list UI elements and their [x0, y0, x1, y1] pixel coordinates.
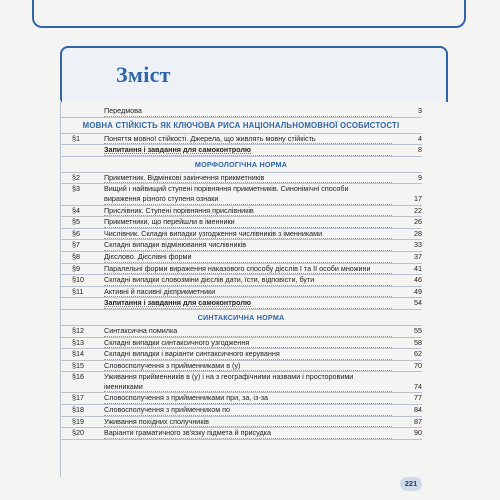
toc-text: Словосполучення з прийменниками при, за, із-за — [104, 393, 268, 403]
toc-page-number: 49 — [414, 286, 422, 296]
toc-row[interactable] — [60, 326, 422, 338]
top-frame — [32, 0, 466, 28]
toc-section-heading: МОРФОЛОГІЧНА НОРМА — [60, 157, 422, 173]
toc-text: Активні й пасивні дієприкметники — [104, 286, 216, 296]
toc-page-number: 28 — [414, 228, 422, 238]
toc-page-number: 8 — [418, 145, 422, 155]
toc-page-number: 74 — [414, 381, 422, 391]
toc-page-number: 70 — [414, 360, 422, 370]
table-of-contents — [60, 102, 422, 440]
toc-row[interactable] — [60, 240, 422, 252]
toc-text: Прикметники, що перейшли в іменники — [104, 217, 235, 227]
toc-text: Запитання і завдання для самоконтролю — [104, 298, 252, 308]
toc-row[interactable] — [60, 287, 422, 299]
toc-text: Уживання прийменників в (у) і на з географічними назвами і просторовими — [104, 372, 354, 382]
toc-row[interactable] — [60, 275, 422, 287]
toc-page-number: 26 — [414, 217, 422, 227]
toc-row[interactable] — [60, 405, 422, 417]
toc-row[interactable] — [60, 428, 422, 440]
toc-row[interactable] — [60, 134, 422, 146]
toc-section-heading: МОВНА СТІЙКІСТЬ ЯК КЛЮЧОВА РИСА НАЦІОНАЛЬНОМОВНОЇ ОСОБИСТОСТІ — [60, 118, 422, 134]
toc-text: Запитання і завдання для самоконтролю — [104, 145, 252, 155]
toc-page-number: 77 — [414, 393, 422, 403]
toc-text: Складні випадки відмінювання числівників — [104, 240, 247, 250]
toc-row-preface[interactable] — [60, 102, 422, 118]
toc-text: Уживання похідних сполучників — [104, 416, 209, 426]
toc-row[interactable] — [60, 393, 422, 405]
toc-row[interactable] — [60, 194, 422, 206]
toc-row[interactable] — [60, 252, 422, 264]
toc-page-number: 46 — [414, 275, 422, 285]
toc-page-number: 22 — [414, 205, 422, 215]
toc-text: Передмова — [104, 106, 142, 115]
toc-row[interactable] — [60, 217, 422, 229]
toc-row[interactable] — [60, 184, 422, 194]
toc-paragraph-number: §1 — [72, 133, 80, 143]
toc-paragraph-number: §11 — [72, 286, 84, 296]
toc-text: Складні випадки і варіанти синтаксичного керування — [104, 349, 280, 359]
toc-paragraph-number: §6 — [72, 228, 80, 238]
toc-row[interactable] — [60, 361, 422, 373]
toc-paragraph-number: §7 — [72, 240, 80, 250]
toc-page-number: 87 — [414, 416, 422, 426]
toc-row[interactable] — [60, 338, 422, 350]
page-number-badge: 221 — [400, 477, 422, 491]
toc-paragraph-number: §8 — [72, 251, 80, 261]
toc-page-number: 17 — [414, 193, 422, 203]
toc-page-number: 90 — [414, 428, 422, 438]
toc-paragraph-number: §19 — [72, 416, 84, 426]
toc-row[interactable] — [60, 264, 422, 276]
toc-page-number: 37 — [414, 251, 422, 261]
toc-row-self-check[interactable] — [60, 145, 422, 157]
toc-page-number: 58 — [414, 337, 422, 347]
toc-row[interactable] — [60, 417, 422, 429]
toc-paragraph-number: §17 — [72, 393, 84, 403]
toc-row[interactable] — [60, 229, 422, 241]
toc-page-number: 33 — [414, 240, 422, 250]
page-title: Зміст — [116, 62, 171, 87]
toc-paragraph-number: §20 — [72, 428, 84, 438]
toc-text: Варіанти граматичного зв'язку підмета й присудка — [104, 428, 271, 438]
toc-paragraph-number: §14 — [72, 349, 84, 359]
toc-text: Паралельні форми вираження наказового способу дієслів І та ІІ особи множини — [104, 263, 371, 273]
toc-paragraph-number: §10 — [72, 275, 84, 285]
toc-page-number: 84 — [414, 405, 422, 415]
toc-text: Поняття мовної стійкості. Джерела, що живлять мовну стійкість — [104, 133, 316, 143]
toc-paragraph-number: §2 — [72, 172, 80, 182]
toc-row[interactable] — [60, 206, 422, 218]
toc-text: Прикметник. Відмінкові закінчення прикметників — [104, 172, 265, 182]
toc-text: Словосполучення з прийменниками в (у) — [104, 360, 241, 370]
toc-row[interactable] — [60, 382, 422, 394]
toc-text: іменниками — [104, 381, 143, 391]
toc-page-number: 62 — [414, 349, 422, 359]
toc-page-number: 3 — [418, 106, 422, 115]
toc-text: Прислівник. Ступені порівняння прислівників — [104, 205, 254, 215]
toc-text: вираження різного ступеня ознаки — [104, 193, 219, 203]
toc-row[interactable] — [60, 173, 422, 185]
toc-paragraph-number: §9 — [72, 263, 80, 273]
toc-row[interactable] — [60, 349, 422, 361]
toc-paragraph-number: §16 — [72, 372, 84, 382]
toc-section-heading: СИНТАКСИЧНА НОРМА — [60, 310, 422, 326]
toc-text: Числівник. Складні випадки узгодження числівників з іменниками — [104, 228, 323, 238]
toc-paragraph-number: §12 — [72, 325, 84, 335]
toc-paragraph-number: §3 — [72, 184, 80, 194]
toc-paragraph-number: §13 — [72, 337, 84, 347]
toc-paragraph-number: §18 — [72, 405, 84, 415]
toc-paragraph-number: §5 — [72, 217, 80, 227]
toc-row-self-check[interactable] — [60, 298, 422, 310]
toc-page-number: 9 — [418, 172, 422, 182]
toc-page-number: 54 — [414, 298, 422, 308]
toc-row[interactable] — [60, 372, 422, 382]
toc-page-number: 4 — [418, 133, 422, 143]
toc-text: Складні випадки словозміни дієслів дати, їсти, відповісти, бути — [104, 275, 315, 285]
toc-text: Синтаксична помилка — [104, 325, 178, 335]
toc-text: Складні випадки синтаксичного узгодження — [104, 337, 250, 347]
toc-paragraph-number: §15 — [72, 360, 84, 370]
toc-text: Словосполучення з прийменником по — [104, 405, 231, 415]
toc-text: Дієслово. Дієслівні форми — [104, 251, 192, 261]
toc-page-number: 41 — [414, 263, 422, 273]
toc-text: Вищий і найвищий ступені порівняння прикметників. Синонімічні способи — [104, 184, 349, 194]
toc-paragraph-number: §4 — [72, 205, 80, 215]
toc-page-number: 55 — [414, 325, 422, 335]
